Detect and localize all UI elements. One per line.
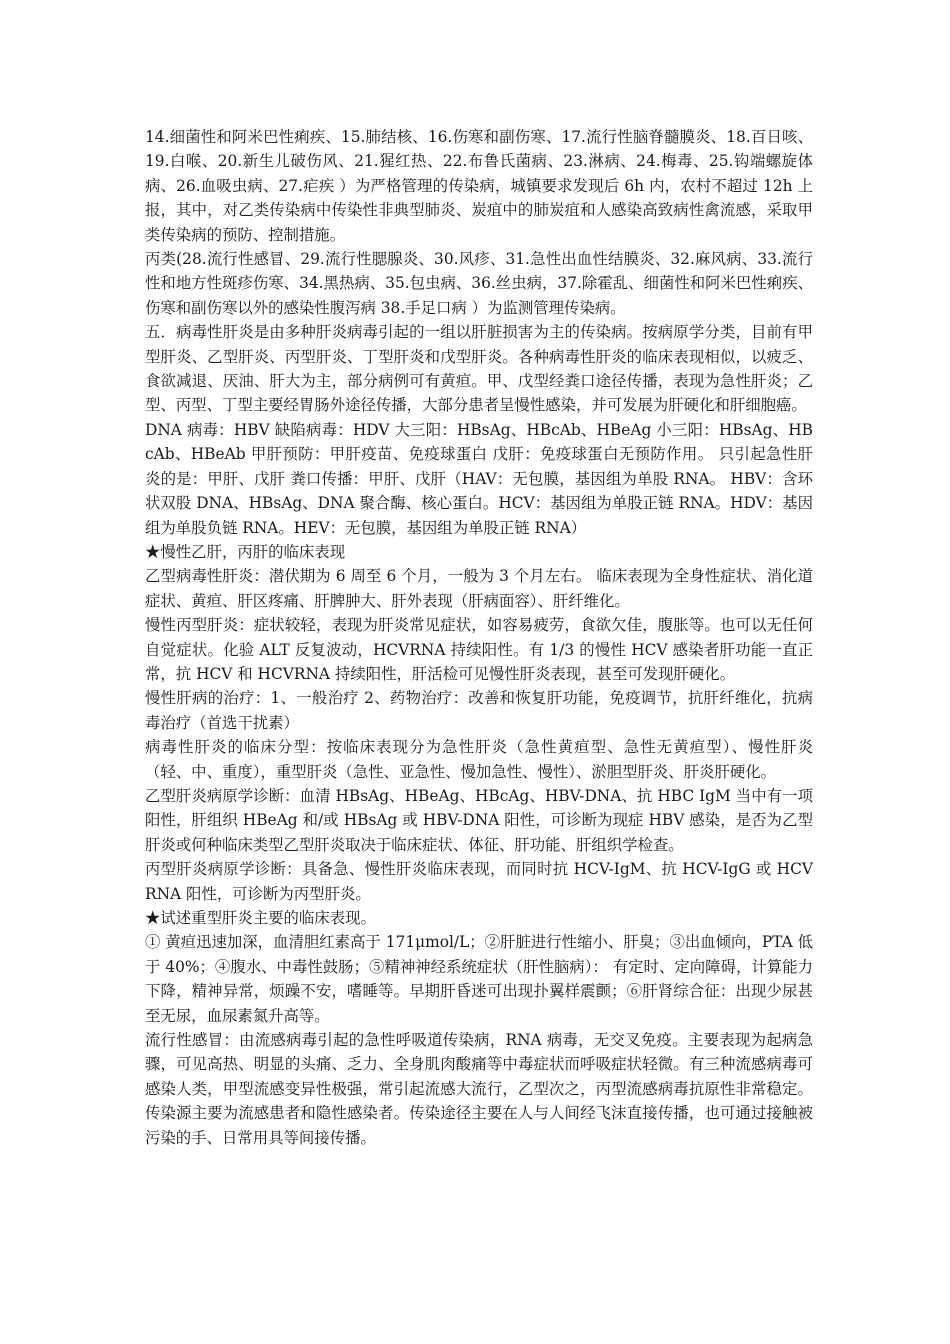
paragraph-chronic-hepatitis-c: 慢性丙型肝炎：症状较轻，表现为肝炎常见症状，如容易疲劳，食欲欠佳，腹胀等。也可以无任何自觉症状。化验 ALT 反复波动，HCVRNA 持续阳性。有 1/3 的慢性 HCV 感染者肝功能一直正常，抗 HCV 和 HCVRNA 持续阳性，肝活检可见慢性肝炎表现，甚至可发现肝硬化。 <box>145 616 813 683</box>
heading-chronic-hepatitis: ★慢性乙肝，丙肝的临床表现 <box>145 542 346 561</box>
paragraph-hepatitis-viruses: DNA 病毒：HBV 缺陷病毒：HDV 大三阳：HBsAg、HBcAb、HBeAg 小三阳：HBsAg、HBcAb、HBeAb 甲肝预防：甲肝疫苗、免疫球蛋白 戊肝：免疫球蛋白无预防作用。 只引起急性肝炎的是：甲肝、戊肝 粪口传播：甲肝、戊肝（HAV：无包膜，基因组为单股 RNA。 HBV：含环状双股 DNA、HBsAg、DNA 聚合酶、核心蛋白。HCV：基因组为单股正链 RNA。HDV：基因组为单股负链 RNA。HEV：无包膜，基因组为单股正链 RNA） <box>145 420 813 537</box>
paragraph-hbv-diagnosis: 乙型肝炎病原学诊断：血清 HBsAg、HBeAg、HBcAg、HBV-DNA、抗 HBC IgM 当中有一项阳性，肝组织 HBeAg 和/或 HBsAg 或 HBV-DNA 阳性，可诊断为现症 HBV 感染，是否为乙型肝炎或何种临床类型乙型肝炎取决于临床症状、体征、肝功能、肝组织学检查。 <box>145 786 813 854</box>
paragraph-class-b-diseases: 14.细菌性和阿米巴性痢疾、15.肺结核、16.伤寒和副伤寒、17.流行性脑脊髓膜炎、18.百日咳、19.白喉、20.新生儿破伤风、21.猩红热、22.布鲁氏菌病、23.淋病、24.梅毒、25.钩端螺旋体病、26.血吸虫病、27.疟疾 ）为严格管理的传染病，城镇要求发现后 6h 内，农村不超过 12h 上报，其中，对乙类传染病中传染性非典型肺炎、炭疽中的肺炭疽和人感染高致病性禽流感，采取甲类传染病的预防、控制措施。 <box>145 128 813 244</box>
paragraph-class-c-diseases: 丙类(28.流行性感冒、29.流行性腮腺炎、30.风疹、31.急性出血性结膜炎、32.麻风病、33.流行性和地方性斑疹伤寒、34.黑热病、35.包虫病、36.丝虫病，37.除霍乱、细菌性和阿米巴性痢疾、伤寒和副伤寒以外的感染性腹泻病 38.手足口病 ）为监测管理传染病。 <box>145 250 813 317</box>
paragraph-hepatitis-b: 乙型病毒性肝炎：潜伏期为 6 周至 6 个月，一般为 3 个月左右。 临床表现为全身性症状、消化道症状、黄疸、肝区疼痛、肝脾肿大、肝外表现（肝病面容）、肝纤维化。 <box>145 567 813 610</box>
paragraph-viral-hepatitis: 五．病毒性肝炎是由多种肝炎病毒引起的一组以肝脏损害为主的传染病。按病原学分类，目前有甲型肝炎、乙型肝炎、丙型肝炎、丁型肝炎和戊型肝炎。各种病毒性肝炎的临床表现相似，以疲乏、食欲减退、厌油、肝大为主，部分病例可有黄疸。甲、戊型经粪口途径传播，表现为急性肝炎；乙型、丙型、丁型主要经胃肠外途径传播，大部分患者呈慢性感染，并可发展为肝硬化和肝细胞癌。 <box>145 323 813 415</box>
paragraph-influenza: 流行性感冒：由流感病毒引起的急性呼吸道传染病，RNA 病毒，无交叉免疫。主要表现为起病急骤，可见高热、明显的头痛、乏力、全身肌肉酸痛等中毒症状而呼吸症状轻微。有三种流感病毒可感染人类，甲型流感变异性极强，常引起流感大流行，乙型次之，丙型流感病毒抗原性非常稳定。传染源主要为流感患者和隐性感染者。传染途径主要在人与人间经飞沫直接传播，也可通过接触被污染的手、日常用具等间接传播。 <box>145 1031 813 1147</box>
heading-severe-hepatitis: ★试述重型肝炎主要的临床表现。 <box>145 909 376 927</box>
paragraph-chronic-liver-treatment: 慢性肝病的治疗：1、一般治疗 2、药物治疗：改善和恢复肝功能，免疫调节，抗肝纤维化，抗病毒治疗（首选干扰素） <box>145 689 813 732</box>
paragraph-severe-hepatitis: ① 黄疸迅速加深，血清胆红素高于 171μmol/L；②肝脏进行性缩小、肝臭；③出血倾向，PTA 低于 40%；④腹水、中毒性鼓肠；⑤精神神经系统症状（肝性脑病）： 有定时、定向障碍，计算能力下降，精神异常，烦躁不安，嗜睡等。早期肝昏迷可出现扑翼样震颤；⑥肝肾综合征：出现少尿甚至无尿，血尿素氮升高等。 <box>145 933 813 1025</box>
paragraph-hcv-diagnosis: 丙型肝炎病原学诊断：具备急、慢性肝炎临床表现，而同时抗 HCV-IgM、抗 HCV-IgG 或 HCV RNA 阳性，可诊断为丙型肝炎。 <box>145 860 813 903</box>
paragraph-clinical-classification: 病毒性肝炎的临床分型：按临床表现分为急性肝炎（急性黄疸型、急性无黄疸型）、慢性肝炎（轻、中、重度），重型肝炎（急性、亚急性、慢加急性、慢性）、淤胆型肝炎、肝炎肝硬化。 <box>145 738 813 781</box>
document-body <box>145 125 813 1150</box>
